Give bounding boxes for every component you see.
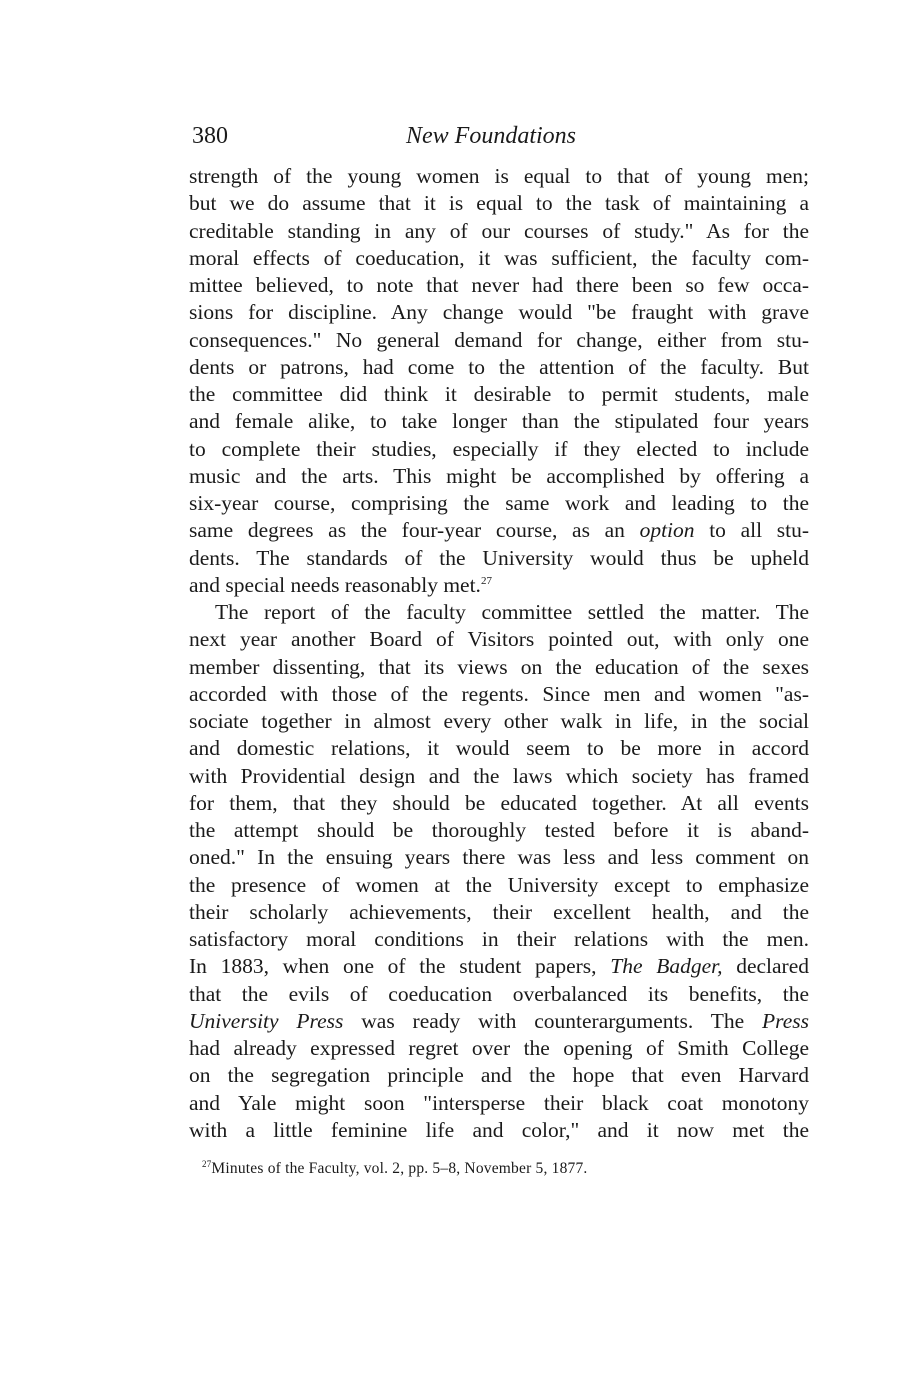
- text-line: moral effects of coeducation, it was sufficient, the faculty com-: [189, 245, 809, 270]
- text-line: to complete their studies, especially if they elected to include: [189, 436, 809, 461]
- text-line: member dissenting, that its views on the education of the sexes: [189, 654, 809, 679]
- text-line: the attempt should be thoroughly tested before it is aband-: [189, 818, 809, 842]
- text-line: sociate together in almost every other walk in life, in the social: [189, 709, 809, 733]
- text-line: next year another Board of Visitors pointed out, with only one: [189, 627, 809, 652]
- footnote-reference: 27: [480, 574, 492, 587]
- text-line: their scholarly achievements, their excellent health, and the: [189, 899, 809, 924]
- text-span: was ready with counterarguments. The: [361, 1008, 745, 1033]
- text-line: accorded with those of the regents. Since men and women "as-: [189, 681, 809, 706]
- text-line: the committee did think it desirable to permit students, male: [189, 382, 809, 406]
- text-line: [189, 517, 809, 544]
- text-line: [189, 572, 809, 599]
- text-line: six-year course, comprising the same work and leading to the: [189, 491, 809, 515]
- text-line: [189, 953, 809, 980]
- text-line: [189, 1008, 809, 1035]
- text-line: and Yale might soon "intersperse their black coat monotony: [189, 1090, 809, 1115]
- text-line: but we do assume that it is equal to the task of maintaining a: [189, 191, 809, 216]
- text-line: with a little feminine life and color," and it now met the: [189, 1117, 809, 1142]
- text-line: that the evils of coeducation overbalanced its benefits, the: [189, 981, 809, 1006]
- text-line: consequences." No general demand for change, either from stu-: [189, 327, 809, 352]
- text-line: mittee believed, to note that never had there been so few occa-: [189, 273, 809, 297]
- footnote-number: 27: [202, 1159, 212, 1169]
- italic-title: The Badger,: [610, 954, 723, 979]
- text-line: music and the arts. This might be accomplished by offering a: [189, 463, 809, 488]
- text-line: the presence of women at the University except to emphasize: [189, 872, 809, 897]
- text-line: sions for discipline. Any change would "be fraught with grave: [189, 300, 809, 325]
- text-span: same degrees as the four-year course, as an: [189, 518, 625, 543]
- page-number: 380: [192, 123, 228, 149]
- text-line: and domestic relations, it would seem to be more in accord: [189, 736, 809, 761]
- text-line: creditable standing in any of our courses of study." As for the: [189, 218, 809, 243]
- text-line: and female alike, to take longer than the stipulated four years: [189, 409, 809, 434]
- italic-title: University Press: [189, 1008, 344, 1033]
- text-line: dents. The standards of the University would thus be upheld: [189, 545, 809, 570]
- text-line: had already expressed regret over the opening of Smith College: [189, 1036, 809, 1060]
- running-title: New Foundations: [406, 123, 577, 149]
- footnote: [202, 1158, 802, 1180]
- italic-title: Press: [762, 1008, 809, 1033]
- text-span: and special needs reasonably met.: [189, 572, 481, 597]
- text-line: on the segregation principle and the hope that even Harvard: [189, 1063, 809, 1088]
- text-span: to all stu-: [709, 518, 809, 543]
- body-text: [189, 163, 809, 1144]
- text-line: satisfactory moral conditions in their relations with the men.: [189, 927, 809, 951]
- text-line: The report of the faculty committee settled the matter. The: [215, 600, 809, 624]
- text-line: strength of the young women is equal to that of young men;: [189, 164, 809, 188]
- text-line: with Providential design and the laws which society has framed: [189, 763, 809, 788]
- footnote-text: Minutes of the Faculty, vol. 2, pp. 5–8, November 5, 1877.: [211, 1160, 588, 1177]
- text-line: oned." In the ensuing years there was less and less comment on: [189, 845, 809, 870]
- text-span: In 1883, when one of the student papers,: [189, 954, 597, 979]
- text-line: for them, that they should be educated together. At all events: [189, 790, 809, 815]
- running-head: [188, 118, 808, 154]
- italic-term: option: [639, 518, 695, 543]
- text-line: dents or patrons, had come to the attention of the faculty. But: [189, 354, 809, 379]
- text-span: declared: [736, 954, 809, 979]
